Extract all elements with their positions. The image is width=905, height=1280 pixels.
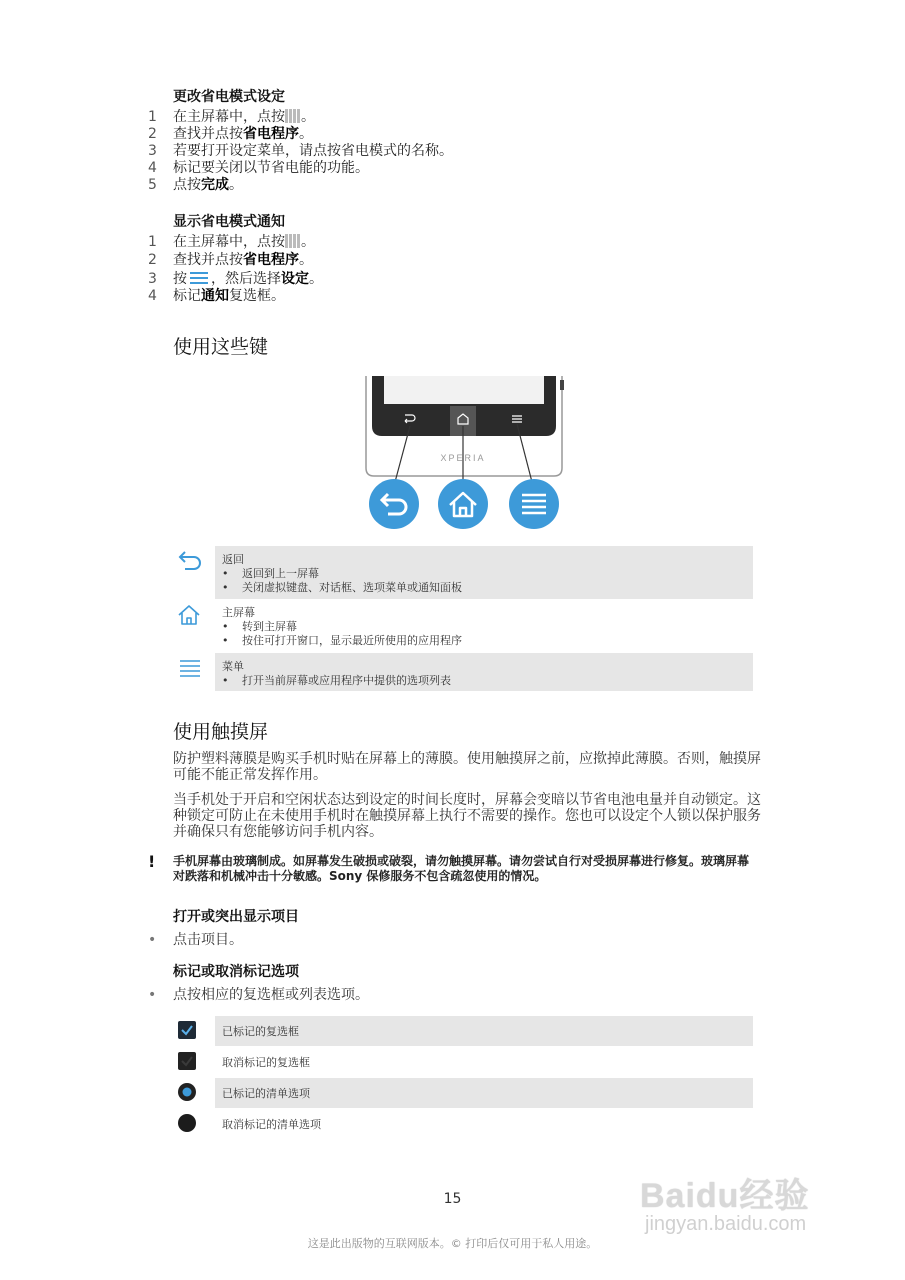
list-item: 1 在主屏幕中，点按 。: [148, 234, 315, 250]
page-number: 15: [443, 1191, 462, 1207]
list-item: • 点按相应的复选框或列表选项。: [148, 987, 369, 1003]
list-item: 2 查找并点按省电程序。: [148, 252, 313, 268]
back-icon: [177, 550, 203, 572]
back-key-icon: [368, 478, 420, 530]
table-row: 已标记的清单选项: [215, 1078, 753, 1108]
home-icon: [177, 604, 201, 626]
menu-icon: [178, 658, 202, 678]
unchecked-checkbox-icon: [178, 1052, 196, 1070]
warning-icon: !: [148, 852, 156, 871]
section-heading-power-notification: 显示省电模式通知: [173, 214, 285, 230]
paragraph: 当手机处于开启和空闲状态达到设定的时间长度时，屏幕会变暗以节省电池电量并自动锁定。这种锁定可防止在未使用手机时在触摸屏幕上执行不需要的操作。您也可以设定个人锁以保护服务并确保只有您能够访问手机内容。: [173, 792, 761, 840]
list-item: 2 查找并点按省电程序。: [148, 126, 313, 142]
table-row: 菜单 • 打开当前屏幕或应用程序中提供的选项列表: [215, 653, 753, 691]
menu-icon: [188, 270, 210, 286]
table-row: 返回 • 返回到上一屏幕 • 关闭虚拟键盘、对话框、选项菜单或通知面板: [215, 546, 753, 599]
paragraph: 防护塑料薄膜是购买手机时贴在屏幕上的薄膜。使用触摸屏之前，应揿掉此薄膜。否则，触摸屏可能不能正常发挥作用。: [173, 751, 761, 783]
mark-heading: 标记或取消标记选项: [173, 964, 299, 980]
keys-heading: 使用这些键: [173, 336, 269, 358]
list-item: 4 标记通知复选框。: [148, 288, 285, 304]
list-item: 4 标记要关闭以节省电能的功能。: [148, 160, 369, 176]
phone-brand: XPERIA: [440, 453, 486, 463]
list-item: 3 若要打开设定菜单，请点按省电模式的名称。: [148, 143, 453, 159]
table-row: 已标记的复选框: [215, 1016, 753, 1046]
home-key-icon: [437, 478, 489, 530]
table-row: 取消标记的清单选项: [222, 1118, 321, 1131]
open-heading: 打开或突出显示项目: [173, 909, 299, 925]
warning-text: 手机屏幕由玻璃制成。如屏幕发生破损或破裂，请勿触摸屏幕。请勿尝试自行对受损屏幕进行修复。玻璃屏幕对跌落和机械冲击十分敏感。Sony 保修服务不包含疏忽使用的情况。: [173, 854, 750, 883]
unselected-radio-icon: [178, 1114, 196, 1132]
apps-grid-icon: [285, 109, 301, 123]
list-item: 5 点按完成。: [148, 177, 243, 193]
table-row: 取消标记的复选框: [222, 1056, 310, 1069]
list-item: • 点击项目。: [148, 932, 243, 948]
list-item: 3 按 ，然后选择设定。: [148, 271, 323, 287]
menu-key-icon: [508, 478, 560, 530]
section-heading-power-settings: 更改省电模式设定: [173, 89, 285, 105]
table-row: 主屏幕 • 转到主屏幕 • 按住可打开窗口，显示最近所使用的应用程序: [222, 606, 462, 647]
list-item: 1 在主屏幕中，点按 。: [148, 109, 315, 125]
watermark-logo: Baidu经验: [640, 1177, 810, 1215]
checked-checkbox-icon: [178, 1021, 196, 1039]
footer-note: 这是此出版物的互联网版本。© 打印后仅可用于私人用途。: [307, 1237, 598, 1250]
selected-radio-icon: [178, 1083, 196, 1101]
watermark-url: jingyan.baidu.com: [645, 1213, 807, 1235]
touch-heading: 使用触摸屏: [173, 721, 269, 743]
apps-grid-icon: [285, 234, 301, 248]
